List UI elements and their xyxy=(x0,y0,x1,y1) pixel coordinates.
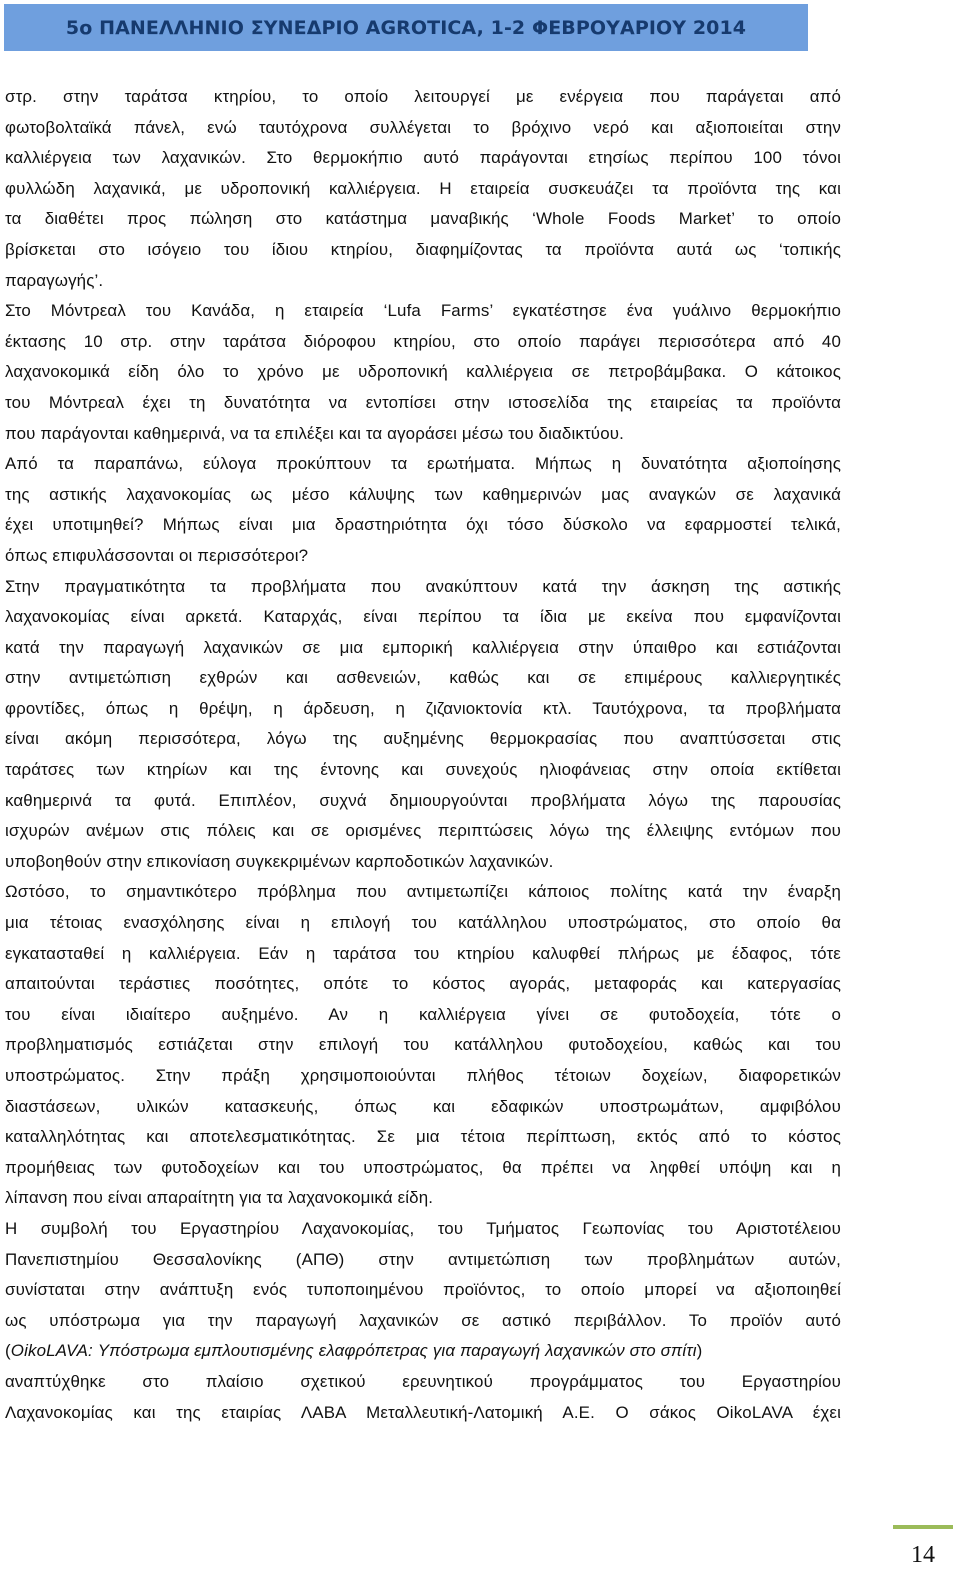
text-line: ταράτσες των κτηρίων και της έντονης και συνεχούς ηλιοφάνειας στην οποία εκτίθεται xyxy=(5,760,841,780)
text-line: όπως επιφυλάσσονται οι περισσότεροι? xyxy=(5,545,309,565)
text-line: λαχανοκομίας είναι αρκετά. Καταρχάς, είναι περίπου τα ίδια με εκείνα που εμφανίζονται xyxy=(5,607,841,627)
page-number-text: 14 xyxy=(911,1541,935,1568)
text-line: βρίσκεται στο ισόγειο του ίδιου κτηρίου, διαφημίζοντας τα προϊόντα αυτά ως ‘τοπικής xyxy=(5,239,841,259)
text-line: υποστρώματος. Στην πράξη χρησιμοποιούνται πλήθος τέτοιων δοχείων, διαφορετικών xyxy=(5,1066,841,1085)
paragraph xyxy=(5,572,841,878)
paragraph xyxy=(5,82,841,296)
text-line: Ωστόσο, το σημαντικότερο πρόβλημα που αντιμετωπίζει κάποιος πολίτης κατά την έναρξη xyxy=(5,882,841,902)
paren-close: ) xyxy=(696,1341,703,1361)
text-line: έκτασης 10 στρ. στην ταράτσα διόροφου κτηρίου, στο οποίο παράγει περισσότερα από 40 xyxy=(5,331,841,351)
text-line: κατά την παραγωγή λαχανικών σε μια εμπορική καλλιέργεια στην ύπαιθρο και εστιάζονται xyxy=(5,637,841,657)
paragraph xyxy=(5,877,841,1214)
running-header xyxy=(4,4,808,51)
text-line: στρ. στην ταράτσα κτηρίου, το οποίο λειτουργεί με ενέργεια που παράγεται από xyxy=(5,87,841,106)
text-line: φωτοβολταϊκά πάνελ, ενώ ταυτόχρονα συλλέγεται το βρόχινο νερό και αξιοποιείται στην xyxy=(5,117,841,137)
text-line: έχει υποτιμηθεί? Μήπως είναι μια δραστηριότητα όχι τόσο δύσκολο να εφαρμοστεί τελικά, xyxy=(5,515,841,535)
text-line: διαστάσεων, υλικών κατασκευής, όπως και εδαφικών υποστρωμάτων, αμφιβόλου xyxy=(5,1096,841,1116)
text-line xyxy=(5,1336,841,1367)
text-line: μια τέτοιας ενασχόλησης είναι η επιλογή του κατάλληλου υποστρώματος, στο οποίο θα xyxy=(5,913,841,933)
text-line: καλλιέργεια των λαχανικών. Στο θερμοκήπιο αυτό παράγονται ετησίως περίπου 100 τόνοι xyxy=(5,148,841,168)
text-line: στην αντιμετώπιση εχθρών και ασθενειών, καθώς και σε επιμέρους καλλιεργητικές xyxy=(5,668,841,688)
text-line: απαιτούνται τεράστιες ποσότητες, οπότε το κόστος αγοράς, μεταφοράς και κατεργασίας xyxy=(5,974,841,994)
text-line: τα διαθέτει προς πώληση στο κατάστημα μαναβικής ‘Whole Foods Market’ το οποίο xyxy=(5,209,841,229)
text-line: φυλλώδη λαχανικά, με υδροπονική καλλιέργεια. Η εταιρεία συσκευάζει τα προϊόντα της και xyxy=(5,178,841,198)
text-line: συνίσταται στην ανάπτυξη ενός τυποποιημένου προϊόντος, το οποίο μπορεί να αξιοποιηθεί xyxy=(5,1280,841,1300)
text-line: εγκατασταθεί η καλλιέργεια. Εάν η ταράτσα του κτηρίου καλυφθεί πλήρως με έδαφος, τότε xyxy=(5,943,841,963)
text-line: του Μόντρεαλ έχει τη δυνατότητα να εντοπίσει στην ιστοσελίδα της εταιρείας τα προϊόντα xyxy=(5,392,841,412)
body-text xyxy=(5,82,841,1428)
paren-open: ( xyxy=(5,1341,11,1361)
text-line: Πανεπιστημίου Θεσσαλονίκης (ΑΠΘ) στην αντιμετώπιση των προβλημάτων αυτών, xyxy=(5,1249,841,1269)
text-line: που παράγονται καθημερινά, να τα επιλέξει και τα αγοράσει μέσω του διαδικτύου. xyxy=(5,423,624,443)
text-line: ως υπόστρωμα για την παραγωγή λαχανικών σε αστικό περιβάλλον. Το προϊόν αυτό xyxy=(5,1310,841,1330)
text-line: καθημερινά τα φυτά. Επιπλέον, συχνά δημιουργούνται προβλήματα λόγω της παρουσίας xyxy=(5,790,841,810)
text-line: υποβοηθούν στην επικονίαση συγκεκριμένων καρποδοτικών λαχανικών. xyxy=(5,851,554,871)
text-line: καταλληλότητας και αποτελεσματικότητας. Σε μια τέτοια περίπτωση, εκτός από το κόστος xyxy=(5,1127,841,1147)
text-line: φροντίδες, όπως η θρέψη, η άρδευση, η ζιζανιοκτονία κτλ. Ταυτόχρονα, τα προβλήματα xyxy=(5,698,841,718)
text-line: Η συμβολή του Εργαστηρίου Λαχανοκομίας, του Τμήματος Γεωπονίας του Αριστοτέλειου xyxy=(5,1218,841,1238)
text-line: Λαχανοκομίας και της εταιρίας ΛΑΒΑ Μεταλλευτική-Λατομική Α.Ε. Ο σάκος OikoLAVA έχει xyxy=(5,1402,841,1422)
paragraph xyxy=(5,296,841,449)
text-line: της αστικής λαχανοκομίας ως μέσο κάλυψης των καθημερινών μας αναγκών σε λαχανικά xyxy=(5,484,841,504)
text-line: λίπανση που είναι απαραίτητη για τα λαχανοκομικά είδη. xyxy=(5,1188,434,1208)
paragraph xyxy=(5,1214,841,1428)
text-line: ισχυρών ανέμων στις πόλεις και σε ορισμένες περιπτώσεις λόγω της έλλειψης εντόμων που xyxy=(5,821,841,841)
text-line: αναπτύχθηκε στο πλαίσιο σχετικού ερευνητικού προγράμματος του Εργαστηρίου xyxy=(5,1371,841,1391)
text-line: προμήθειας των φυτοδοχείων και του υποστρώματος, θα πρέπει να ληφθεί υπόψη και η xyxy=(5,1157,841,1177)
text-line: Από τα παραπάνω, εύλογα προκύπτουν τα ερωτήματα. Μήπως η δυνατότητα αξιοποίησης xyxy=(5,454,841,474)
text-line: προβληματισμός εστιάζεται στην επιλογή του κατάλληλου φυτοδοχείου, καθώς και του xyxy=(5,1035,841,1055)
page-number xyxy=(893,1525,953,1581)
text-line: του είναι ιδιαίτερο αυξημένο. Αν η καλλιέργεια γίνει σε φυτοδοχεία, τότε ο xyxy=(5,1004,841,1024)
italic-product-title: OikoLAVA: Υπόστρωμα εμπλουτισμένης ελαφρόπετρας για παραγωγή λαχανικών στο σπίτι xyxy=(10,1341,697,1361)
header-title: 5ο ΠΑΝΕΛΛΗΝΙΟ ΣΥΝΕΔΡΙΟ AGROTICA, 1-2 ΦΕΒΡΟΥΑΡΙΟΥ 2014 xyxy=(65,16,747,39)
text-line: παραγωγής’. xyxy=(5,270,104,290)
text-line: λαχανοκομικά είδη όλο το χρόνο με υδροπονική καλλιέργεια σε πετροβάμβακα. Ο κάτοικος xyxy=(5,362,841,382)
text-line: Στην πραγματικότητα τα προβλήματα που ανακύπτουν κατά την άσκηση της αστικής xyxy=(5,576,841,596)
text-line: είναι ακόμη περισσότερα, λόγω της αυξημένης θερμοκρασίας που αναπτύσσεται στις xyxy=(5,729,841,749)
paragraph xyxy=(5,449,841,571)
text-line: Στο Μόντρεαλ του Κανάδα, η εταιρεία ‘Lufa Farms’ εγκατέστησε ένα γυάλινο θερμοκήπιο xyxy=(5,301,841,321)
